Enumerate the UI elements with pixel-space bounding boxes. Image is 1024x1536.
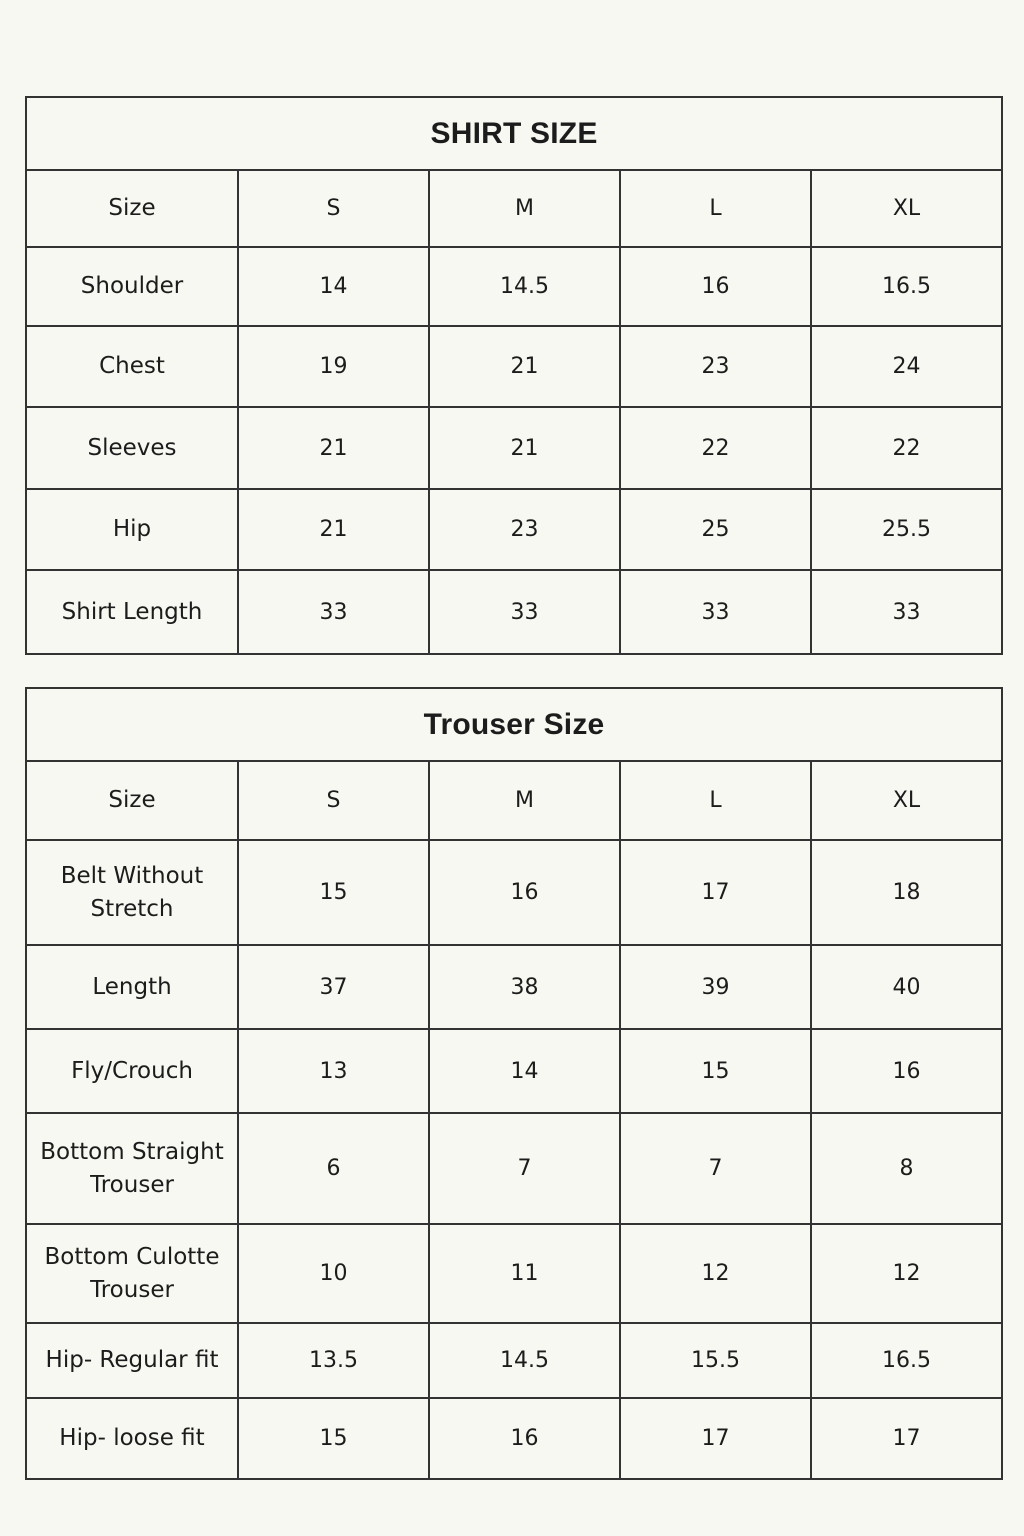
trouser-header-s: S [238, 761, 429, 840]
row-label: Shoulder [26, 247, 238, 326]
shirt-header-size: Size [26, 170, 238, 247]
row-label: Chest [26, 326, 238, 407]
table-row [26, 840, 1002, 945]
cell-value: 33 [811, 570, 1002, 654]
cell-value: 18 [811, 840, 1002, 945]
shirt-table-title: SHIRT SIZE [26, 97, 1002, 170]
cell-value: 17 [811, 1398, 1002, 1479]
cell-value: 10 [238, 1224, 429, 1323]
table-row [26, 247, 1002, 326]
trouser-header-row [26, 761, 1002, 840]
cell-value: 39 [620, 945, 811, 1029]
table-row [26, 1113, 1002, 1224]
cell-value: 17 [620, 1398, 811, 1479]
table-row [26, 489, 1002, 570]
trouser-header-xl: XL [811, 761, 1002, 840]
cell-value: 12 [811, 1224, 1002, 1323]
trouser-header-m: M [429, 761, 620, 840]
table-row [26, 1323, 1002, 1398]
trouser-title-row [26, 688, 1002, 761]
table-row [26, 1029, 1002, 1113]
row-label: Fly/Crouch [26, 1029, 238, 1113]
cell-value: 14 [429, 1029, 620, 1113]
cell-value: 15 [238, 1398, 429, 1479]
row-label: Sleeves [26, 407, 238, 489]
cell-value: 40 [811, 945, 1002, 1029]
row-label: Shirt Length [26, 570, 238, 654]
cell-value: 16.5 [811, 1323, 1002, 1398]
cell-value: 7 [620, 1113, 811, 1224]
cell-value: 21 [238, 407, 429, 489]
cell-value: 14.5 [429, 247, 620, 326]
shirt-header-xl: XL [811, 170, 1002, 247]
shirt-header-s: S [238, 170, 429, 247]
cell-value: 6 [238, 1113, 429, 1224]
cell-value: 23 [620, 326, 811, 407]
row-label: Hip- Regular fit [26, 1323, 238, 1398]
cell-value: 16 [429, 1398, 620, 1479]
cell-value: 16.5 [811, 247, 1002, 326]
cell-value: 14 [238, 247, 429, 326]
row-label: Hip [26, 489, 238, 570]
cell-value: 16 [811, 1029, 1002, 1113]
cell-value: 21 [238, 489, 429, 570]
row-label: Belt Without Stretch [26, 840, 238, 945]
table-row [26, 570, 1002, 654]
table-row [26, 945, 1002, 1029]
cell-value: 21 [429, 326, 620, 407]
cell-value: 25.5 [811, 489, 1002, 570]
cell-value: 15 [238, 840, 429, 945]
row-label: Bottom Straight Trouser [26, 1113, 238, 1224]
cell-value: 12 [620, 1224, 811, 1323]
cell-value: 33 [238, 570, 429, 654]
cell-value: 15.5 [620, 1323, 811, 1398]
shirt-header-l: L [620, 170, 811, 247]
cell-value: 22 [811, 407, 1002, 489]
cell-value: 7 [429, 1113, 620, 1224]
table-row [26, 407, 1002, 489]
row-label: Bottom Culotte Trouser [26, 1224, 238, 1323]
cell-value: 16 [620, 247, 811, 326]
row-label: Hip- loose fit [26, 1398, 238, 1479]
cell-value: 38 [429, 945, 620, 1029]
cell-value: 25 [620, 489, 811, 570]
cell-value: 11 [429, 1224, 620, 1323]
shirt-title-row [26, 97, 1002, 170]
cell-value: 17 [620, 840, 811, 945]
cell-value: 15 [620, 1029, 811, 1113]
cell-value: 16 [429, 840, 620, 945]
shirt-header-m: M [429, 170, 620, 247]
cell-value: 8 [811, 1113, 1002, 1224]
trouser-table-title: Trouser Size [26, 688, 1002, 761]
table-row [26, 1224, 1002, 1323]
table-row [26, 326, 1002, 407]
cell-value: 21 [429, 407, 620, 489]
cell-value: 23 [429, 489, 620, 570]
cell-value: 24 [811, 326, 1002, 407]
cell-value: 19 [238, 326, 429, 407]
shirt-size-table [25, 96, 1003, 655]
cell-value: 33 [620, 570, 811, 654]
cell-value: 13 [238, 1029, 429, 1113]
shirt-header-row [26, 170, 1002, 247]
table-row [26, 1398, 1002, 1479]
cell-value: 22 [620, 407, 811, 489]
trouser-header-size: Size [26, 761, 238, 840]
trouser-size-table [25, 687, 1003, 1480]
cell-value: 37 [238, 945, 429, 1029]
row-label: Length [26, 945, 238, 1029]
cell-value: 13.5 [238, 1323, 429, 1398]
cell-value: 33 [429, 570, 620, 654]
cell-value: 14.5 [429, 1323, 620, 1398]
trouser-header-l: L [620, 761, 811, 840]
